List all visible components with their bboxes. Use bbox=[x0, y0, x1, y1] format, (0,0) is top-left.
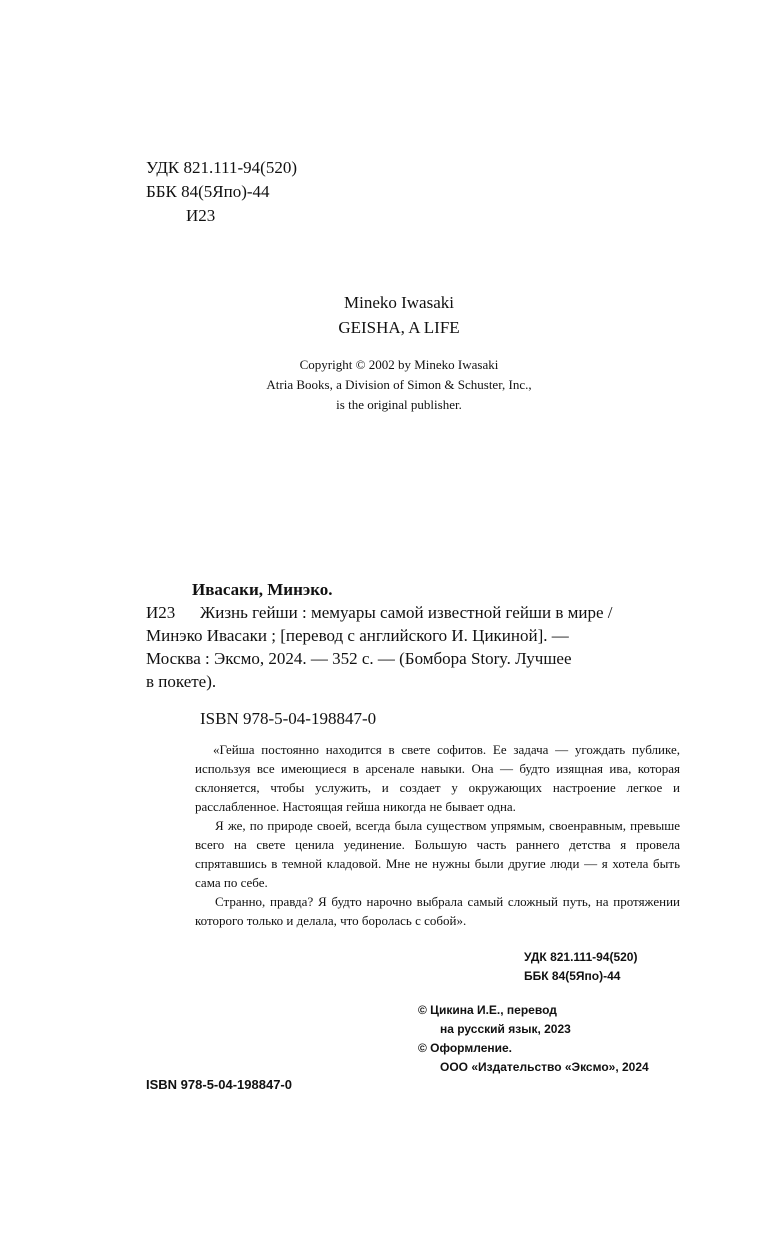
annotation-paragraph: Странно, правда? Я будто нарочно выбрала самый сложный путь, на протяжении которого только и делала, что боролась с собой». bbox=[195, 894, 680, 928]
description-line: в покете). bbox=[146, 672, 217, 691]
udk-code: УДК 821.111-94(520) bbox=[146, 158, 297, 177]
record-author-mark: И23 bbox=[146, 603, 176, 622]
publisher-rights: ООО «Издательство «Эксмо», 2024 bbox=[440, 1060, 649, 1074]
author-mark: И23 bbox=[186, 206, 216, 225]
description-line: Жизнь гейши : мемуары самой известной гейши в мире / bbox=[200, 603, 613, 622]
design-rights: © Оформление. bbox=[418, 1041, 513, 1055]
copyright-line: Copyright © 2002 by Mineko Iwasaki bbox=[299, 357, 499, 372]
record-isbn: ISBN 978-5-04-198847-0 bbox=[200, 709, 377, 728]
record-author: Ивасаки, Минэко. bbox=[192, 580, 333, 599]
bbk-code: ББК 84(5Япо)-44 bbox=[146, 182, 270, 201]
annotation-paragraph: Я же, по природе своей, всегда была существом упрямым, своенравным, превыше всего на свете ценила уединение. Большую часть раннего детства я провела спрятавшись в темной кладовой. Мне не нужны были другие люди — я хотела быть сама по себе. bbox=[195, 818, 680, 890]
original-title: GEISHA, A LIFE bbox=[338, 318, 460, 337]
bbk-code-bottom: ББК 84(5Япо)-44 bbox=[524, 969, 621, 983]
annotation bbox=[195, 740, 680, 930]
rights-notice bbox=[418, 1001, 688, 1077]
record-description bbox=[146, 601, 686, 693]
copyright-line: Atria Books, a Division of Simon & Schuster, Inc., bbox=[266, 377, 532, 392]
annotation-paragraph: «Гейша постоянно находится в свете софитов. Ее задача — угождать публике, используя все имеющиеся в арсенале навыки. Она — будто изящная ива, которая склоняется, чтобы услужить, и создает у окружающих настроение легкое и расслабленное. Настоящая гейша никогда не бывает одна. bbox=[195, 742, 680, 814]
bibliographic-record bbox=[146, 578, 686, 730]
classification-block-bottom bbox=[524, 948, 637, 986]
udk-code-bottom: УДК 821.111-94(520) bbox=[524, 950, 638, 964]
translation-rights: © Цикина И.Е., перевод bbox=[418, 1003, 557, 1017]
description-line: Минэко Ивасаки ; [перевод с английского И. Цикиной]. — bbox=[146, 626, 569, 645]
description-line: Москва : Эксмо, 2024. — 352 с. — (Бомбора Story. Лучшее bbox=[146, 649, 572, 668]
isbn-bottom: ISBN 978-5-04-198847-0 bbox=[146, 1077, 292, 1092]
translation-rights-cont: на русский язык, 2023 bbox=[440, 1022, 571, 1036]
classification-block-top bbox=[146, 156, 297, 228]
copyright-line: is the original publisher. bbox=[336, 397, 462, 412]
copyright-notice bbox=[0, 355, 768, 415]
original-author: Mineko Iwasaki bbox=[343, 293, 454, 312]
